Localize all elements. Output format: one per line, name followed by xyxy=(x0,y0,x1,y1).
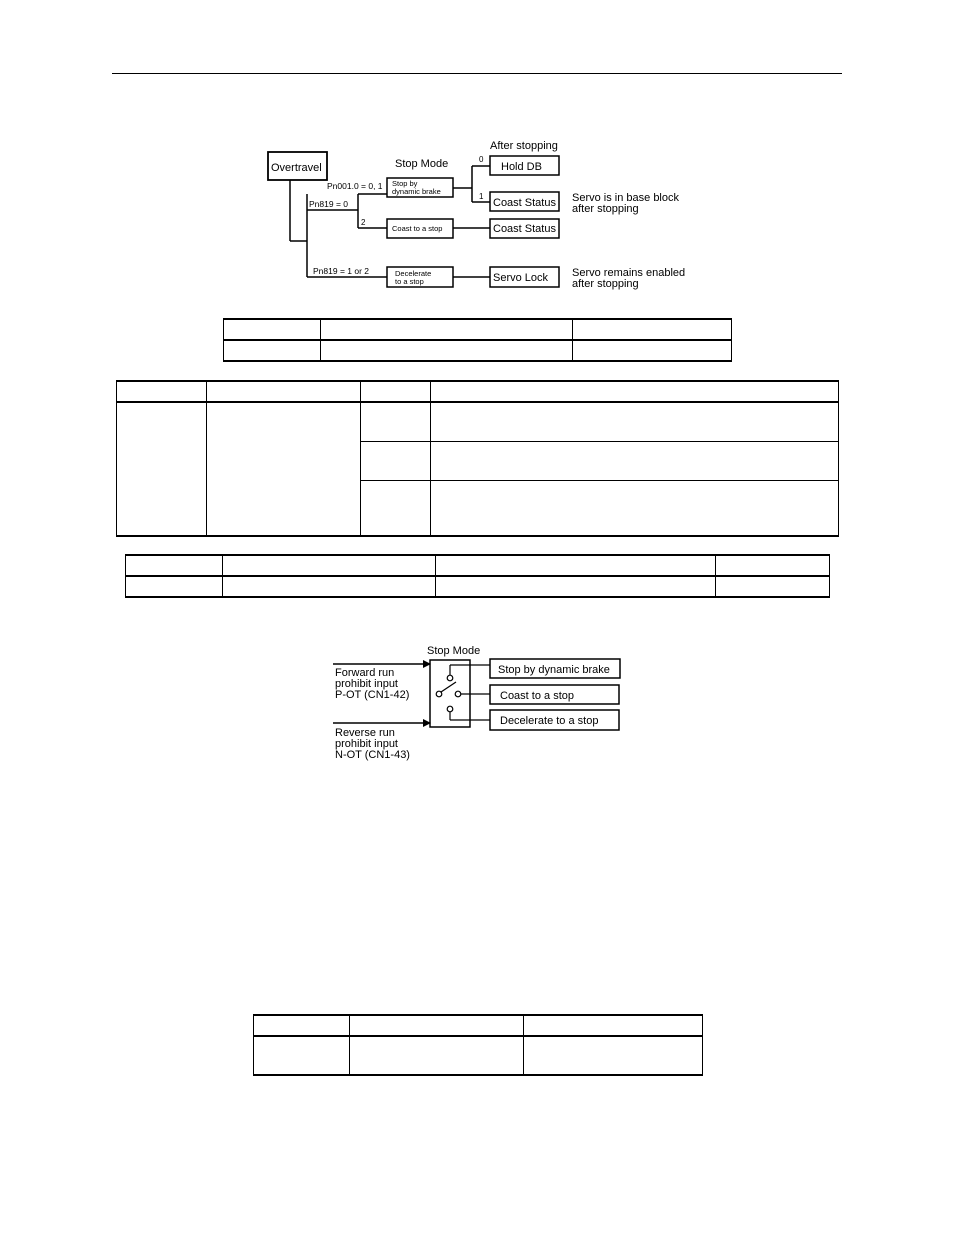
parameter-table-4 xyxy=(253,1014,703,1076)
after-stopping-heading: After stopping xyxy=(490,140,558,152)
hold-db-label: Hold DB xyxy=(501,161,542,173)
branch-pn001-label: Pn001.0 = 0, 1 xyxy=(327,181,383,191)
coast-status-label-2: Coast Status xyxy=(493,223,556,235)
option-dynamic-brake-label: Stop by dynamic brake xyxy=(498,664,610,676)
forward-input-line3: P-OT (CN1-42) xyxy=(335,689,410,701)
stop-mode-selector-heading: Stop Mode xyxy=(427,645,481,657)
stop-dynamic-brake-line2: dynamic brake xyxy=(392,187,441,196)
note-base-block-line1: Servo is in base block xyxy=(572,192,679,204)
note-enabled-line2: after stopping xyxy=(572,278,639,290)
branch-pn819-12-label: Pn819 = 1 or 2 xyxy=(313,266,370,276)
decelerate-line2: to a stop xyxy=(395,277,424,286)
forward-input-line2: prohibit input xyxy=(335,678,398,690)
note-enabled-line1: Servo remains enabled xyxy=(572,267,686,279)
note-base-block-line2: after stopping xyxy=(572,203,639,215)
decelerate-line1: Decelerate xyxy=(395,269,432,278)
stop-mode-heading: Stop Mode xyxy=(395,158,449,170)
branch-2-label: 2 xyxy=(361,218,366,227)
stop-dynamic-brake-line1: Stop by xyxy=(392,179,418,188)
option-coast-label: Coast to a stop xyxy=(500,690,574,702)
branch-1-label: 1 xyxy=(479,192,484,201)
reverse-input-line3: N-OT (CN1-43) xyxy=(335,749,410,761)
branch-pn819-0-label: Pn819 = 0 xyxy=(309,199,348,209)
coast-to-stop-label: Coast to a stop xyxy=(392,224,443,233)
branch-0-label: 0 xyxy=(479,155,484,164)
coast-status-label-1: Coast Status xyxy=(493,197,556,209)
forward-input-line1: Forward run xyxy=(335,667,395,679)
option-decelerate-label: Decelerate to a stop xyxy=(500,715,599,727)
servo-lock-label: Servo Lock xyxy=(493,272,549,284)
overtravel-label: Overtravel xyxy=(271,162,322,174)
reverse-input-line1: Reverse run xyxy=(335,727,395,739)
reverse-input-line2: prohibit input xyxy=(335,738,398,750)
